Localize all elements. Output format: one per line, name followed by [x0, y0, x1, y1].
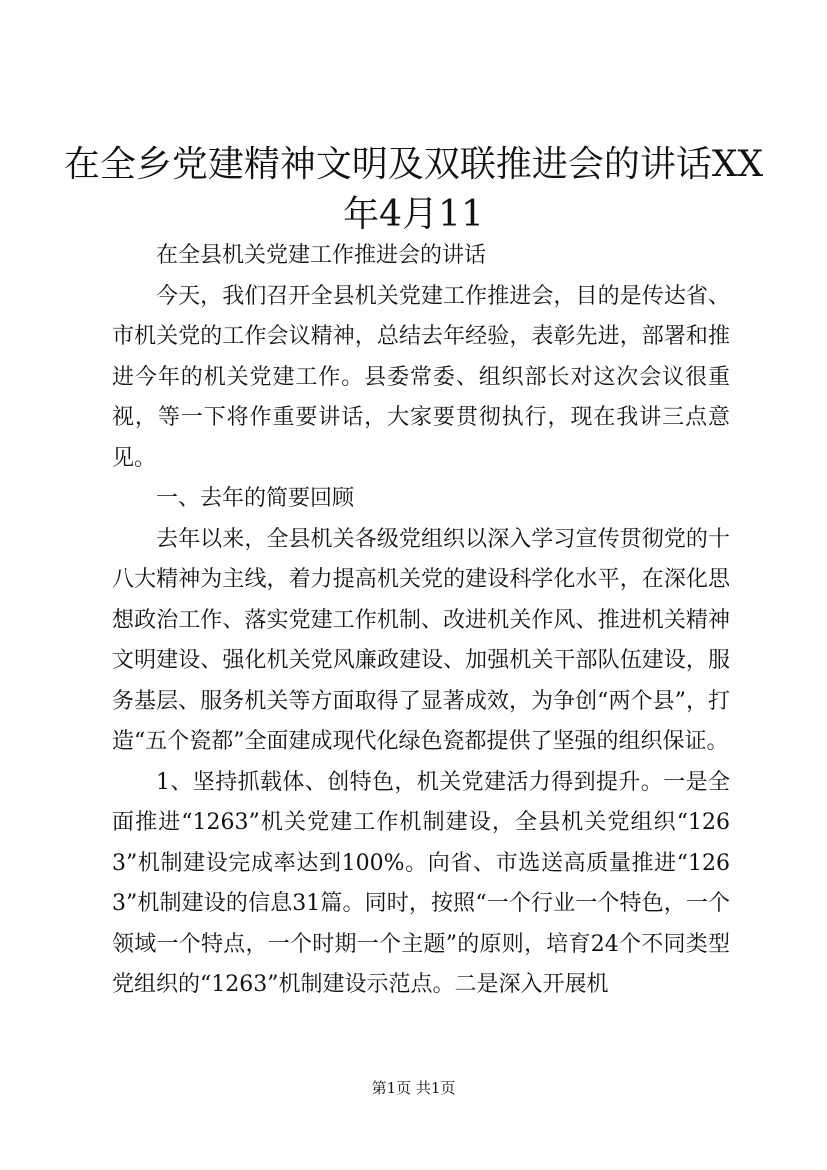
page-footer: 第1页 共1页	[371, 1079, 456, 1097]
paragraph-section-heading: 一、去年的简要回顾	[156, 486, 355, 511]
paragraph-subtitle: 在全县机关党建工作推进会的讲话	[156, 243, 487, 268]
paragraph-intro: 今天，我们召开全县机关党建工作推进会，目的是传达省、市机关党的工作会议精神，总结去年经验，表彰先进，部署和推进今年的机关党建工作。县委常委、组织部长对这次会议很重视，等一下将作重要讲话，大家要贯彻执行，现在我讲三点意见。	[112, 283, 730, 471]
paragraph-item-1: 1、坚持抓载体、创特色，机关党建活力得到提升。一是全面推进“1263”机关党建工作机制建设，全县机关党组织“1263”机制建设完成率达到100%。向省、市选送高质量推进“1263”机制建设的信息31篇。同时，按照“一个行业一个特色，一个领域一个特点，一个时期一个主题”的原则，培育24个不同类型党组织的“1263”机制建设示范点。二是深入开展机	[112, 769, 730, 997]
document-title: 在全乡党建精神文明及双联推进会的讲话XX年4月11	[63, 144, 764, 235]
document-body	[112, 236, 730, 1006]
paragraph-review: 去年以来，全县机关各级党组织以深入学习宣传贯彻党的十八大精神为主线，着力提高机关党的建设科学化水平，在深化思想政治工作、落实党建工作机制、改进机关作风、推进机关精神文明建设、强化机关党风廉政建设、加强机关干部队伍建设，服务基层、服务机关等方面取得了显著成效，为争创“两个县”，打造“五个瓷都”全面建成现代化绿色瓷都提供了坚强的组织保证。	[112, 526, 730, 754]
